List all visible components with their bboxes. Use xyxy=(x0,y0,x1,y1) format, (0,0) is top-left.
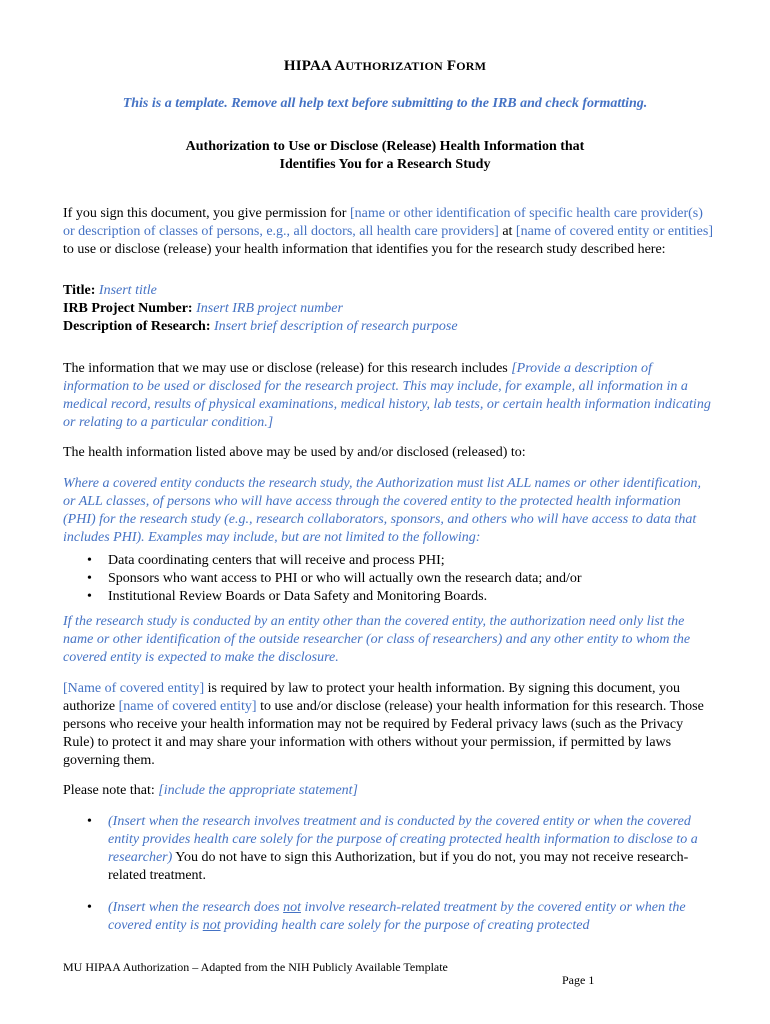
footer-note: MU HIPAA Authorization – Adapted from the NIH Publicly Available Template xyxy=(63,960,448,974)
page-number: Page 1 xyxy=(562,973,595,987)
protection-paragraph: [Name of covered entity] is required by law to protect your health information. By signing this document, you authorize [name of covered entity] to use and/or disclose (release) your health information for this research. Those persons who receive your health information may not be required by Federal privacy laws (such as the Privacy Rule) to protect it and may share your information with others without your permission, if permitted by laws governing them. xyxy=(63,681,704,768)
disclosure-bullets xyxy=(63,552,713,606)
placeholder-provider: [name or other identification of specific health care provider(s) or description of classes of persons, e.g., all doctors, all health care providers] xyxy=(63,206,703,239)
subtitle-line-1: Authorization to Use or Disclose (Release) Health Information that xyxy=(185,139,585,154)
note-lead: Please note that: [include the appropriate statement] xyxy=(63,783,358,798)
list-item: • Institutional Review Boards or Data Safety and Monitoring Boards. xyxy=(87,589,488,604)
disclosure-lead: The health information listed above may be used by and/or disclosed (released) to: xyxy=(63,445,526,460)
disclosure-instruction: Where a covered entity conducts the research study, the Authorization must list ALL names or other identification, or ALL classes, of persons who will have access through the covered entity to the protected health information (PHI) for the research study (e.g., research collaborators, sponsors, and others who will have access to data that includes PHI). Examples may include, but are not limited to the following: xyxy=(63,476,701,545)
information-paragraph: The information that we may use or disclose (release) for this research includes [Provide a description of information to be used or disclosed for the research project. This may include, for example, all information in a medical record, results of physical examinations, medical history, lab tests, or certain health information indicating or relating to a particular condition.] xyxy=(63,361,711,430)
title-field: Title: Insert title xyxy=(63,283,157,298)
form-subtitle xyxy=(0,138,770,174)
template-instruction: This is a template. Remove all help text before submitting to the IRB and check formatting. xyxy=(122,96,648,111)
list-item: • Data coordinating centers that will receive and process PHI; xyxy=(87,553,445,568)
note-bullets xyxy=(63,813,713,935)
placeholder-covered-entity: [name of covered entity or entities] xyxy=(515,224,714,239)
outside-researcher-instruction: If the research study is conducted by an entity other than the covered entity, the authorization need only list the name or other identification of the outside researcher (or class of researchers) and any other entity to whom the covered entity is expected to make the disclosure. xyxy=(63,614,691,665)
study-fields xyxy=(63,282,713,336)
form-title: HIPAA AUTHORIZATION FORM xyxy=(283,58,487,74)
placeholder-covered-entity-name: [Name of covered entity] xyxy=(63,681,205,696)
description-field: Description of Research: Insert brief description of research purpose xyxy=(63,319,458,334)
placeholder-information: [Provide a description of information to be used or disclosed for the research project. This may include, for example, all information in a medical record, results of physical examinations, medical history, lab tests, or certain health information indicating or relating to a particular condition.] xyxy=(63,361,711,430)
intro-paragraph: If you sign this document, you give permission for [name or other identification of specific health care provider(s) or description of classes of persons, e.g., all doctors, all health care providers] at [name of covered entity or entities] to use or disclose (release) your health information that identifies you for the research study described here: xyxy=(63,206,714,257)
list-item: • (Insert when the research involves treatment and is conducted by the covered entity or when the covered entity provides health care solely for the purpose of creating protected health information to disclose to a researcher) You do not have to sign this Authorization, but if you do not, you may not receive research-related treatment. xyxy=(87,814,698,883)
irb-number-field: IRB Project Number: Insert IRB project number xyxy=(63,301,343,316)
list-item: • (Insert when the research does not involve research-related treatment by the covered entity or when the covered entity is not providing health care solely for the purpose of creating protected xyxy=(87,900,686,933)
subtitle-line-2: Identifies You for a Research Study xyxy=(279,157,491,172)
placeholder-covered-entity-name-2: [name of covered entity] xyxy=(118,699,257,714)
list-item: • Sponsors who want access to PHI or who will actually own the research data; and/or xyxy=(87,571,582,586)
